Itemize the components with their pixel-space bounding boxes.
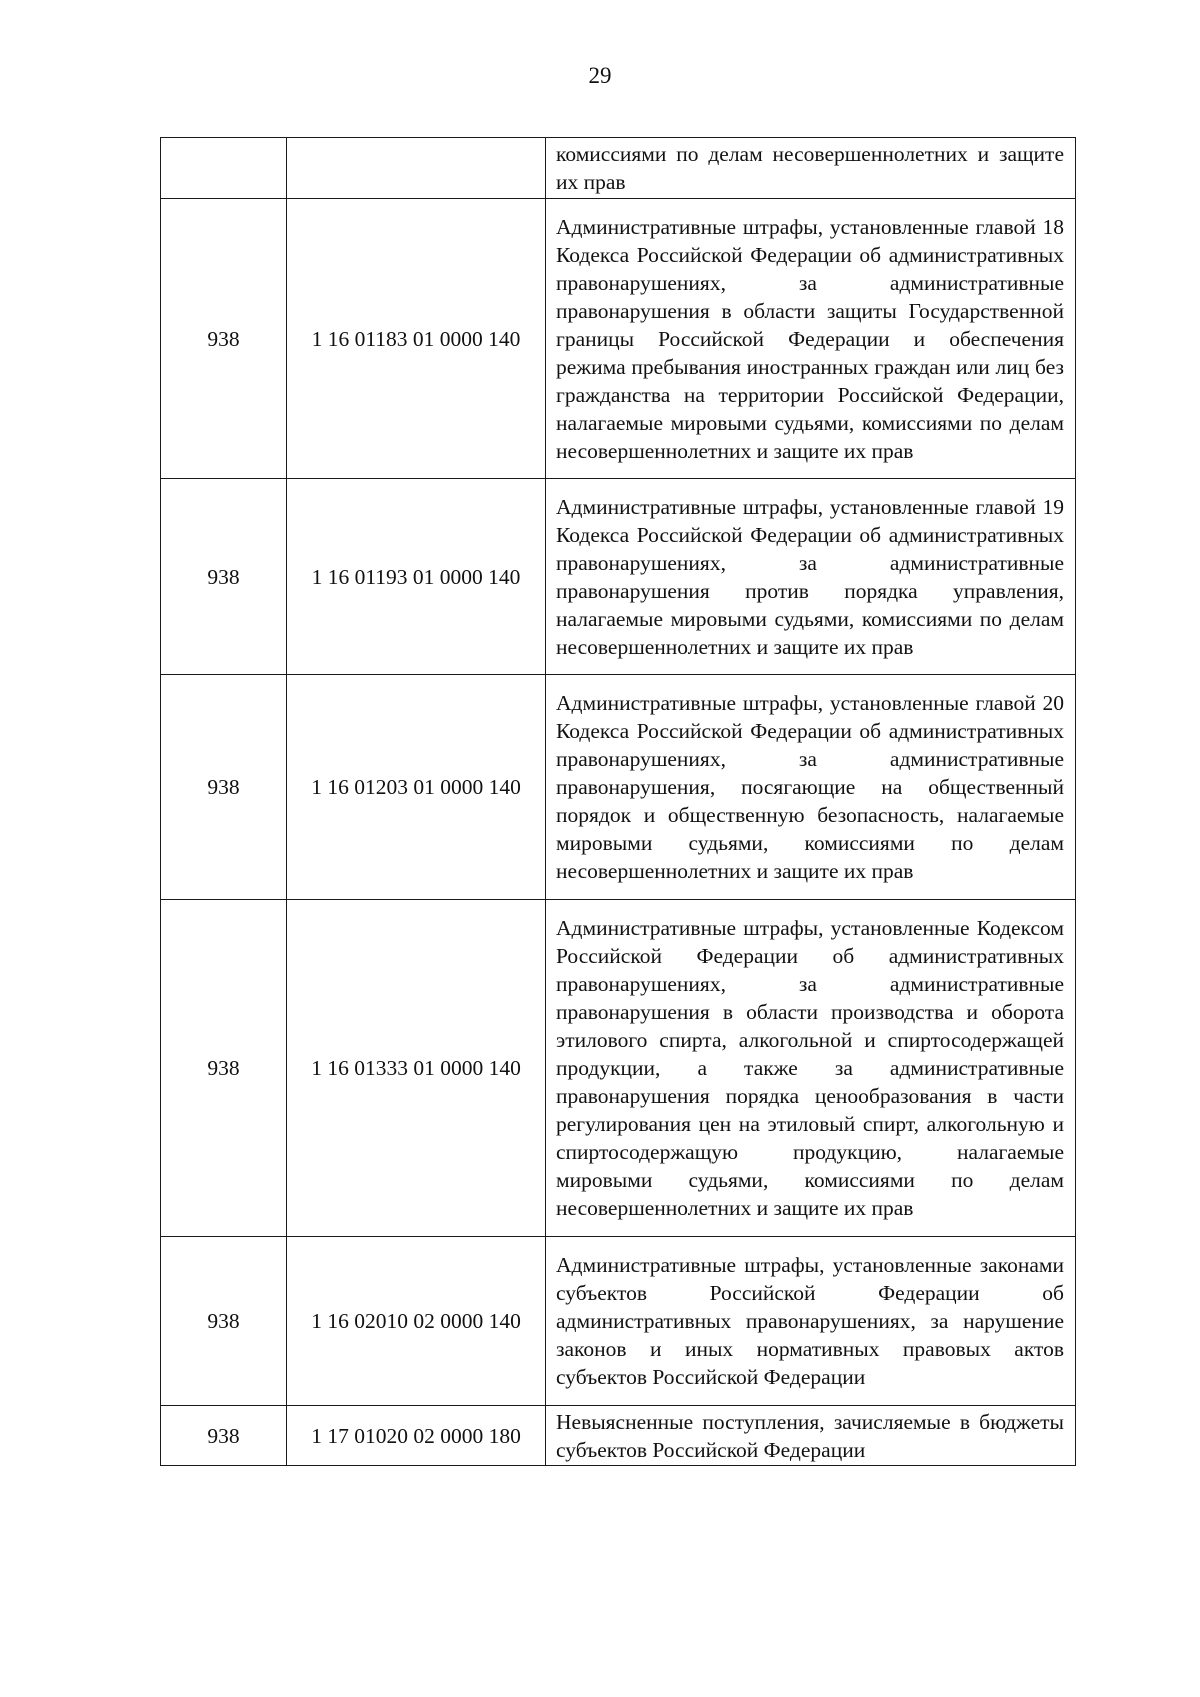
description-text: Административные штрафы, установленные главой 18 Кодекса Российской Федерации об административных правонарушениях, за административные правонарушения в области защиты Государственной границы Российской Федерации и обеспечения режима пребывания иностранных граждан или лиц без гражданства на территории Российской Федерации, налагаемые мировыми судьями, комиссиями по делам несовершеннолетних и защите их прав	[556, 214, 1064, 463]
description-cell	[546, 138, 1076, 199]
revenue-code-cell: 1 16 01203 01 0000 140	[287, 675, 546, 900]
revenue-code-cell: 1 17 01020 02 0000 180	[287, 1406, 546, 1466]
revenue-code-cell	[287, 138, 546, 199]
table-row	[161, 1237, 1076, 1406]
description-text: Административные штрафы, установленные Кодексом Российской Федерации об административных правонарушениях, за административные правонарушения в области производства и оборота этилового спирта, алкогольной и спиртосодержащей продукции, а также за административные правонарушения порядка ценообразования в части регулирования цен на этиловый спирт, алкогольную и спиртосодержащую продукцию, налагаемые мировыми судьями, комиссиями по делам несовершеннолетних и защите их прав	[556, 916, 1064, 1220]
revenue-code-cell: 1 16 01333 01 0000 140	[287, 900, 546, 1237]
description-cell	[546, 900, 1076, 1237]
description-text: Административные штрафы, установленные главой 19 Кодекса Российской Федерации об административных правонарушениях, за административные правонарушения против порядка управления, налагаемые мировыми судьями, комиссиями по делам несовершеннолетних и защите их прав	[556, 494, 1064, 659]
admin-code-cell: 938	[161, 1237, 287, 1406]
revenue-code-cell: 1 16 02010 02 0000 140	[287, 1237, 546, 1406]
description-cell	[546, 199, 1076, 479]
admin-code-cell: 938	[161, 199, 287, 479]
description-cell	[546, 479, 1076, 675]
description-cell	[546, 1237, 1076, 1406]
table-row	[161, 479, 1076, 675]
revenue-code-cell: 1 16 01183 01 0000 140	[287, 199, 546, 479]
admin-code-cell: 938	[161, 675, 287, 900]
table-row	[161, 675, 1076, 900]
revenue-codes-table	[160, 137, 1076, 1466]
description-cell	[546, 675, 1076, 900]
revenue-code-cell: 1 16 01193 01 0000 140	[287, 479, 546, 675]
description-text: Административные штрафы, установленные законами субъектов Российской Федерации об административных правонарушениях, за нарушение законов и иных нормативных правовых актов субъектов Российской Федерации	[556, 1253, 1064, 1389]
description-cell	[546, 1406, 1076, 1466]
description-text: Административные штрафы, установленные главой 20 Кодекса Российской Федерации об административных правонарушениях, за административные правонарушения, посягающие на общественный порядок и общественную безопасность, налагаемые мировыми судьями, комиссиями по делам несовершеннолетних и защите их прав	[556, 691, 1064, 883]
table-row	[161, 199, 1076, 479]
admin-code-cell: 938	[161, 900, 287, 1237]
table-row	[161, 900, 1076, 1237]
admin-code-cell	[161, 138, 287, 199]
admin-code-cell: 938	[161, 479, 287, 675]
description-text: комиссиями по делам несовершеннолетних и защите их прав	[556, 142, 1064, 194]
table-row	[161, 138, 1076, 199]
admin-code-cell: 938	[161, 1406, 287, 1466]
table-row	[161, 1406, 1076, 1466]
description-text: Невыясненные поступления, зачисляемые в бюджеты субъектов Российской Федерации	[556, 1409, 1064, 1462]
page-number: 29	[588, 63, 612, 88]
